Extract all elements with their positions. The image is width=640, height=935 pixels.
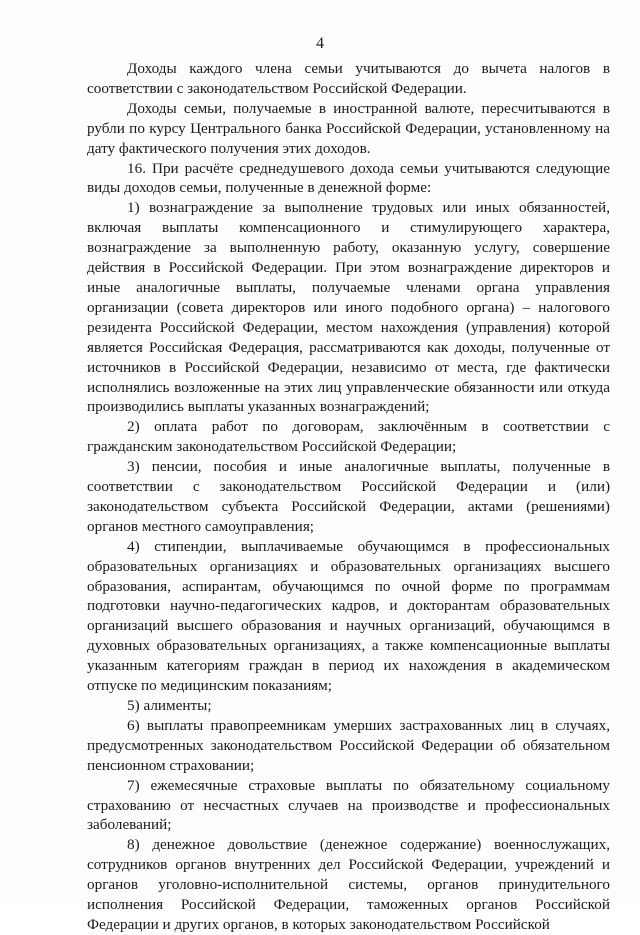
list-item-5-alimony: 5) алименты;	[127, 697, 212, 714]
list-item-4-stipends: 4) стипендии, выплачиваемые обучающимся в профессиональных образовательных организациях и образовательных организациях высшего образования, аспирантам, обучающимся по очной форме по программам подготовки научно-педагогических кадров, и докторантам образовательных организаций высшего образования и научных организаций, обучающимся в духовных образовательных организациях, а также компенсационные выплаты указанным категориям граждан в период их нахождения в академическом отпуске по медицинским показаниям;	[87, 537, 610, 695]
list-item-8-allowance: 8) денежное довольствие (денежное содержание) военнослужащих, сотрудников органов внутренних дел Российской Федерации, учреждений и органов уголовно-исполнительной системы, органов принудительного исполнения Российской Федерации, таможенных органов Российской Федерации и других органов, в которых законодательством Российской	[87, 836, 610, 933]
list-item-1-remuneration: 1) вознаграждение за выполнение трудовых или иных обязанностей, включая выплаты компенсационного и стимулирующего характера, вознаграждение за выполненную работу, оказанную услугу, совершение действия в Российской Федерации. При этом вознаграждение директоров и иные аналогичные выплаты, получаемые членами органа управления организации (совета директоров или иного подобного органа) – налогового резидента Российской Федерации, местом нахождения (управления) которой является Российская Федерация, рассматриваются как доходы, полученные от источников в Российской Федерации, независимо от места, где фактически исполнялись возложенные на этих лиц управленческие обязанности или откуда производились выплаты указанных вознаграждений;	[87, 199, 610, 416]
list-item-7-insurance-payments: 7) ежемесячные страховые выплаты по обязательному социальному страхованию от несчастных случаев на производстве и профессиональных заболеваний;	[87, 776, 610, 834]
page-number: 4	[316, 35, 324, 52]
paragraph-foreign-currency: Доходы семьи, получаемые в иностранной валюте, пересчитываются в рубли по курсу Центрального банка Российской Федерации, установленному на дату фактического получения этих доходов.	[87, 99, 610, 157]
list-item-3-pensions: 3) пенсии, пособия и иные аналогичные выплаты, полученные в соответствии с законодательством Российской Федерации и (или) законодательством субъекта Российской Федерации, актами (решениями) органов местного самоуправления;	[87, 458, 610, 535]
paragraph-clause-16: 16. При расчёте среднедушевого дохода семьи учитываются следующие виды доходов семьи, полученные в денежной форме:	[87, 159, 610, 197]
list-item-2-contract-payment: 2) оплата работ по договорам, заключённым в соответствии с гражданским законодательством Российской Федерации;	[87, 418, 610, 456]
list-item-6-successor-payments: 6) выплаты правопреемникам умерших застрахованных лиц в случаях, предусмотренных законодательством Российской Федерации об обязательном пенсионном страховании;	[87, 716, 610, 774]
document-body	[87, 59, 610, 935]
paragraph-income-before-tax: Доходы каждого члена семьи учитываются до вычета налогов в соответствии с законодательством Российской Федерации.	[87, 60, 610, 97]
